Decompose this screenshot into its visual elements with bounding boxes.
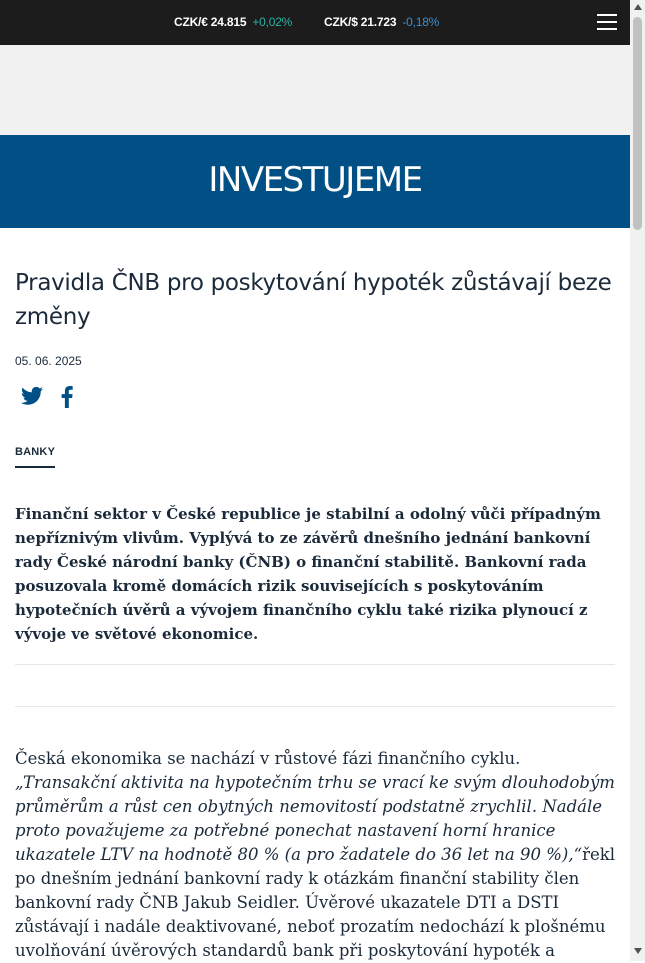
scrollbar-thumb[interactable] [633, 17, 642, 230]
ticker-usd-change: -0,18% [402, 15, 440, 29]
ticker-eur [174, 15, 292, 29]
category-tag[interactable]: BANKY [15, 446, 55, 468]
ticker-eur-label: CZK/€ 24.815 [174, 15, 247, 29]
article-body [15, 747, 620, 963]
body-quote: „Transakční aktivita na hypotečním trhu se vrací ke svým dlouhodobým průměrům a růst cen obytných nemovitostí podstatně zrychlil. Nadále proto považujeme za potřebné ponechat nastavení horní hranice ukazatele LTV na hodnotě 80 % (a pro žadatele do 36 let na 90 %),“ [15, 773, 615, 864]
article-title: Pravidla ČNB pro poskytování hypoték zůstávají beze změny [15, 270, 612, 330]
social-share [21, 386, 73, 408]
ad-space [0, 45, 630, 135]
body-intro: Česká ekonomika se nachází v růstové fázi finančního cyklu. [15, 749, 521, 768]
scroll-up-arrow-icon[interactable] [634, 4, 642, 10]
article-perex: Finanční sektor v České republice je stabilní a odolný vůči případným nepříznivým vlivům. Vyplývá to ze závěrů dnešního jednání bankovní rady České národní banky (ČNB) o finanční stabilitě. Bankovní rada posuzovala kromě domácích rizik souvisejících s poskytováním hypotečních úvěrů a vývojem finančního cyklu také rizika plynoucí z vývoje ve světové ekonomice. [15, 505, 601, 643]
scroll-down-arrow-icon[interactable] [634, 948, 642, 954]
ticker-usd-label: CZK/$ 21.723 [324, 15, 397, 29]
ticker-eur-change: +0,02% [252, 15, 293, 29]
divider [15, 706, 615, 707]
body-rest: řekl po dnešním jednání bankovní rady k otázkám finanční stability člen bankovní rady ČNB Jakub Seidler. Úvěrové ukazatele DTI a DSTI zůstávají i nadále deaktivované, neboť prozatím nedochází k plošnému uvolňování úvěrových standardů bank při poskytování hypoték a [15, 845, 615, 960]
ticker-usd [324, 15, 439, 29]
menu-icon[interactable] [597, 14, 617, 31]
divider [15, 664, 615, 665]
facebook-icon[interactable] [61, 386, 73, 408]
site-logo[interactable]: INVESTUJEME [208, 160, 422, 200]
twitter-icon[interactable] [21, 386, 43, 408]
top-bar [0, 0, 630, 45]
article-date: 05. 06. 2025 [15, 354, 82, 368]
